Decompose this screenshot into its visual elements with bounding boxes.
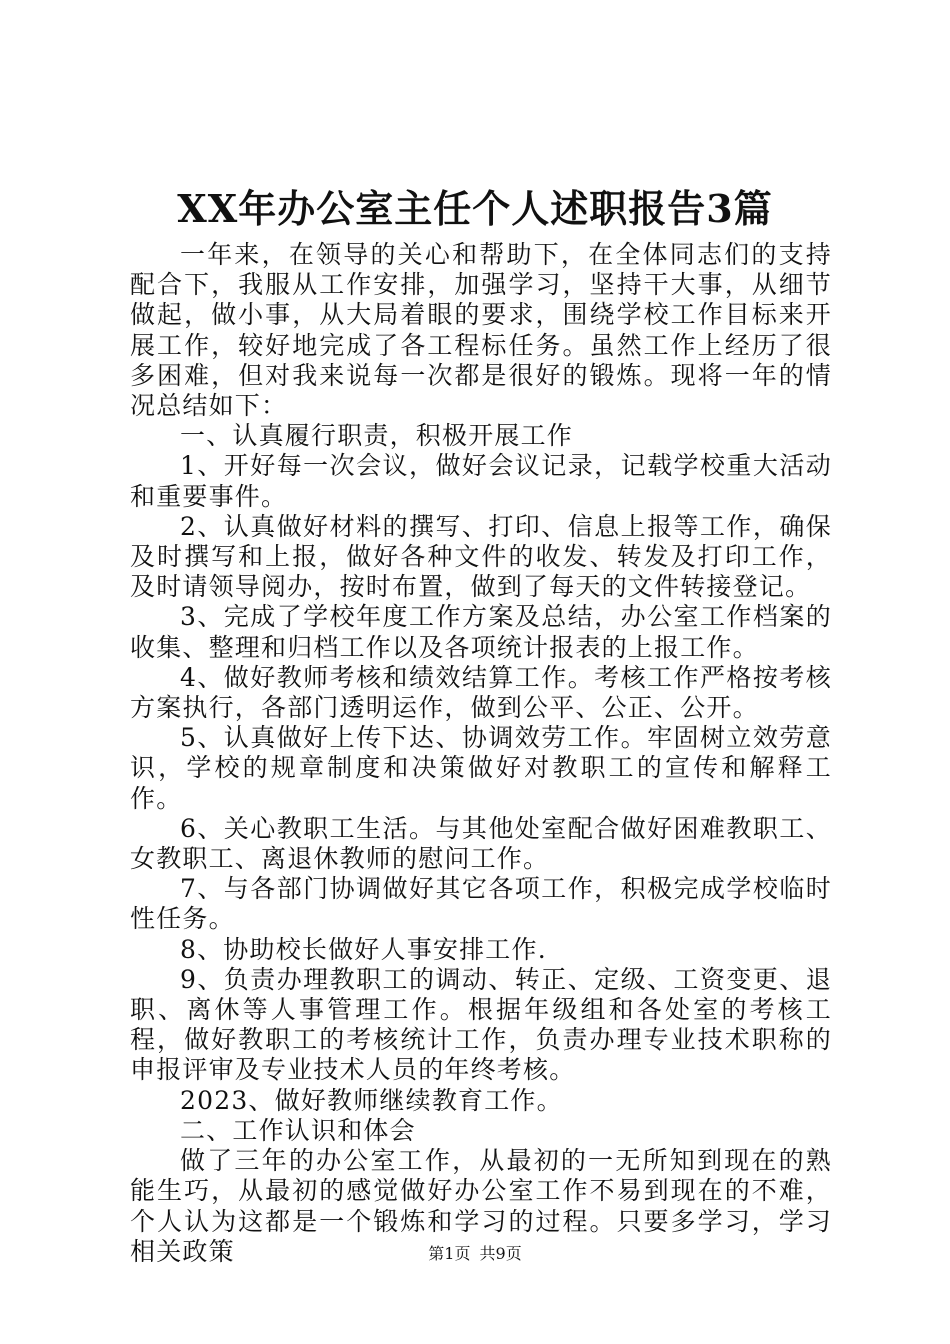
list-item: 6、关心教职工生活。与其他处室配合做好困难教职工、女教职工、离退休教师的慰问工作。 (130, 813, 832, 874)
list-item: 8、协助校长做好人事安排工作. (180, 934, 547, 964)
paragraph-intro: 一年来，在领导的关心和帮助下，在全体同志们的支持配合下，我服从工作安排，加强学习，坚持干大事，从细节做起，做小事，从大局着眼的要求，围绕学校工作目标来开展工作，较好地完成了各工程标任务。虽然工作上经历了很多困难，但对我来说每一次都是很好的锻炼。现将一年的情况总结如下： (130, 240, 832, 421)
list-item: 2023、做好教师继续教育工作。 (180, 1085, 563, 1115)
page-total: 共9页 (479, 1244, 522, 1263)
list-item: 2、认真做好材料的撰写、打印、信息上报等工作，确保及时撰写和上报，做好各种文件的收发、转发及打印工作，及时请领导阅办，按时布置，做到了每天的文件转接登记。 (130, 511, 832, 602)
document-body (130, 240, 832, 1267)
list-item: 4、做好教师考核和绩效结算工作。考核工作严格按考核方案执行，各部门透明运作，做到公平、公正、公开。 (130, 662, 832, 723)
document-title: XX年办公室主任个人述职报告3篇 (177, 186, 773, 231)
list-item: 7、与各部门协调做好其它各项工作，积极完成学校临时性任务。 (130, 874, 832, 934)
section-heading-2: 二、工作认识和体会 (180, 1115, 416, 1145)
paragraph-reflection: 做了三年的办公室工作，从最初的一无所知到现在的熟能生巧，从最初的感觉做好办公室工作不易到现在的不难，个人认为这都是一个锻炼和学习的过程。只要多学习，学习相关政策 (130, 1146, 832, 1266)
page-number: 第1页 (428, 1244, 471, 1263)
list-item: 9、负责办理教职工的调动、转正、定级、工资变更、退职、离休等人事管理工作。根据年级组和各处室的考核工程，做好教职工的考核统计工作，负责办理专业技术职称的申报评审及专业技术人员的年终考核。 (130, 964, 832, 1085)
list-item: 3、完成了学校年度工作方案及总结，办公室工作档案的收集、整理和归档工作以及各项统计报表的上报工作。 (130, 602, 832, 662)
section-heading-1: 一、认真履行职责，积极开展工作 (180, 421, 574, 451)
list-item: 1、开好每一次会议，做好会议记录，记载学校重大活动和重要事件。 (130, 451, 832, 511)
list-item: 5、认真做好上传下达、协调效劳工作。牢固树立效劳意识，学校的规章制度和决策做好对教职工的宣传和解释工作。 (130, 723, 832, 813)
page-footer (0, 1244, 950, 1264)
